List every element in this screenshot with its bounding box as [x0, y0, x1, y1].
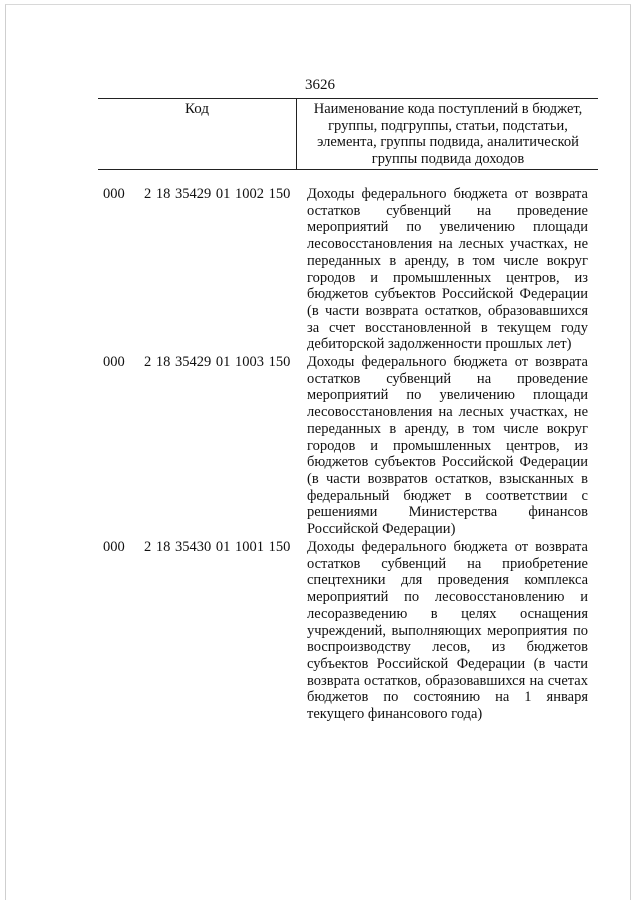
- table-header: [98, 98, 598, 170]
- row-description: Доходы федерального бюджета от возврата остатков субвенций на проведение мероприятий по увеличению площади лесовосстановления на лесных участках, не переданных в аренду, в том числе вокруг городов и промышленных центров, из бюджетов субъектов Российской Федерации (в части возврата остатков, образовавшихся за счет восстановленной в текущем году дебиторской задолженности прошлых лет): [307, 186, 588, 353]
- header-code: Код: [98, 99, 297, 169]
- row-code-prefix: 000: [103, 539, 125, 555]
- row-code-prefix: 000: [103, 354, 125, 370]
- row-description: Доходы федерального бюджета от возврата остатков субвенций на приобретение спецтехники для проведения комплекса мероприятий по лесовосстановлению и лесоразведению в целях оснащения учреждений, выполняющих мероприятия по воспроизводству лесов, из бюджетов субъектов Российской Федерации (в части возврата остатков, образовавшихся на счетах бюджетов по состоянию на 1 января текущего финансового года): [307, 539, 588, 723]
- row-code-prefix: 000: [103, 186, 125, 202]
- row-code: 2 18 35430 01 1001 150: [144, 539, 291, 555]
- page-number: 3626: [305, 77, 335, 93]
- header-name: Наименование кода поступлений в бюджет, группы, подгруппы, статьи, подстатьи, элемента, группы подвида, аналитической группы подвида доходов: [313, 101, 583, 167]
- row-description: Доходы федерального бюджета от возврата остатков субвенций на проведение мероприятий по увеличению площади лесовосстановления на лесных участках, не переданных в аренду, в том числе вокруг городов и промышленных центров, из бюджетов субъектов Российской Федерации (в части возвратов остатков, взысканных в федеральный бюджет в соответствии с решениями Министерства финансов Российской Федерации): [307, 354, 588, 538]
- row-code: 2 18 35429 01 1002 150: [144, 186, 291, 202]
- row-code: 2 18 35429 01 1003 150: [144, 354, 291, 370]
